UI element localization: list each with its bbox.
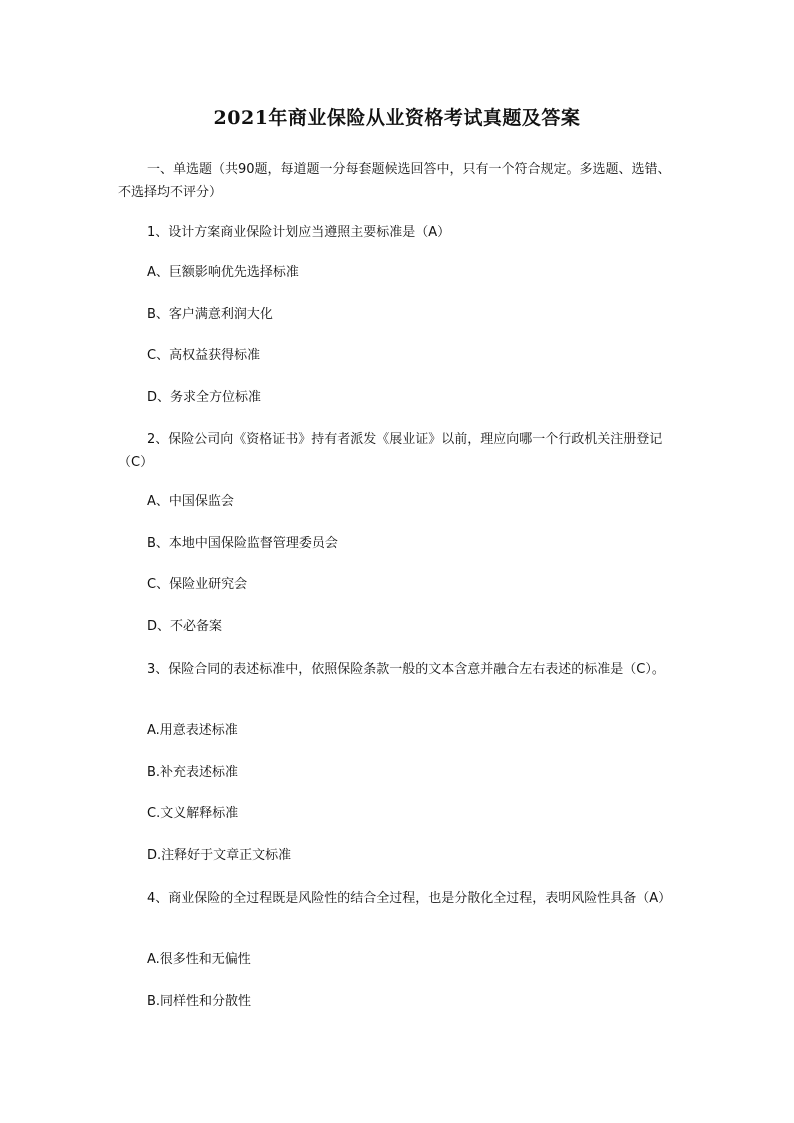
question-4-option-a: A.很多性和无偏性 — [147, 952, 251, 967]
question-2-option-c: C、保险业研究会 — [147, 577, 248, 592]
question-1-option-c: C、高权益获得标准 — [147, 348, 261, 363]
question-3-option-c: C.文义解释标准 — [147, 806, 239, 821]
question-4-text: 4、商业保险的全过程既是风险性的结合全过程，也是分散化全过程，表明风险性具备（A） — [147, 891, 672, 906]
question-2-text: 2、保险公司向《资格证书》持有者派发《展业证》以前，理应向哪一个行政机关注册登记（C） — [118, 432, 663, 470]
question-3-option-a: A.用意表述标准 — [147, 723, 238, 738]
question-3-text: 3、保险合同的表述标准中，依照保险条款一般的文本含意并融合左右表述的标准是（C）。 — [147, 662, 665, 677]
question-1-text: 1、设计方案商业保险计划应当遵照主要标准是（A） — [147, 225, 451, 240]
question-2-option-b: B、本地中国保险监督管理委员会 — [147, 536, 338, 551]
question-1-option-b: B、客户满意利润大化 — [147, 307, 273, 322]
document-title: 2021年商业保险从业资格考试真题及答案 — [213, 107, 581, 129]
question-1-option-d: D、务求全方位标准 — [147, 390, 262, 405]
section-intro: 一、单选题（共90题，每道题一分每套题候选回答中，只有一个符合规定。多选题、选错、不选择均不评分） — [118, 162, 671, 200]
question-4-option-b: B.同样性和分散性 — [147, 994, 252, 1009]
question-3-option-b: B.补充表述标准 — [147, 765, 239, 780]
question-1-option-a: A、巨额影响优先选择标准 — [147, 265, 299, 280]
question-3-option-d: D.注释好于文章正文标准 — [147, 848, 292, 863]
question-2-option-d: D、不必备案 — [147, 619, 223, 634]
question-2-option-a: A、中国保监会 — [147, 494, 234, 509]
